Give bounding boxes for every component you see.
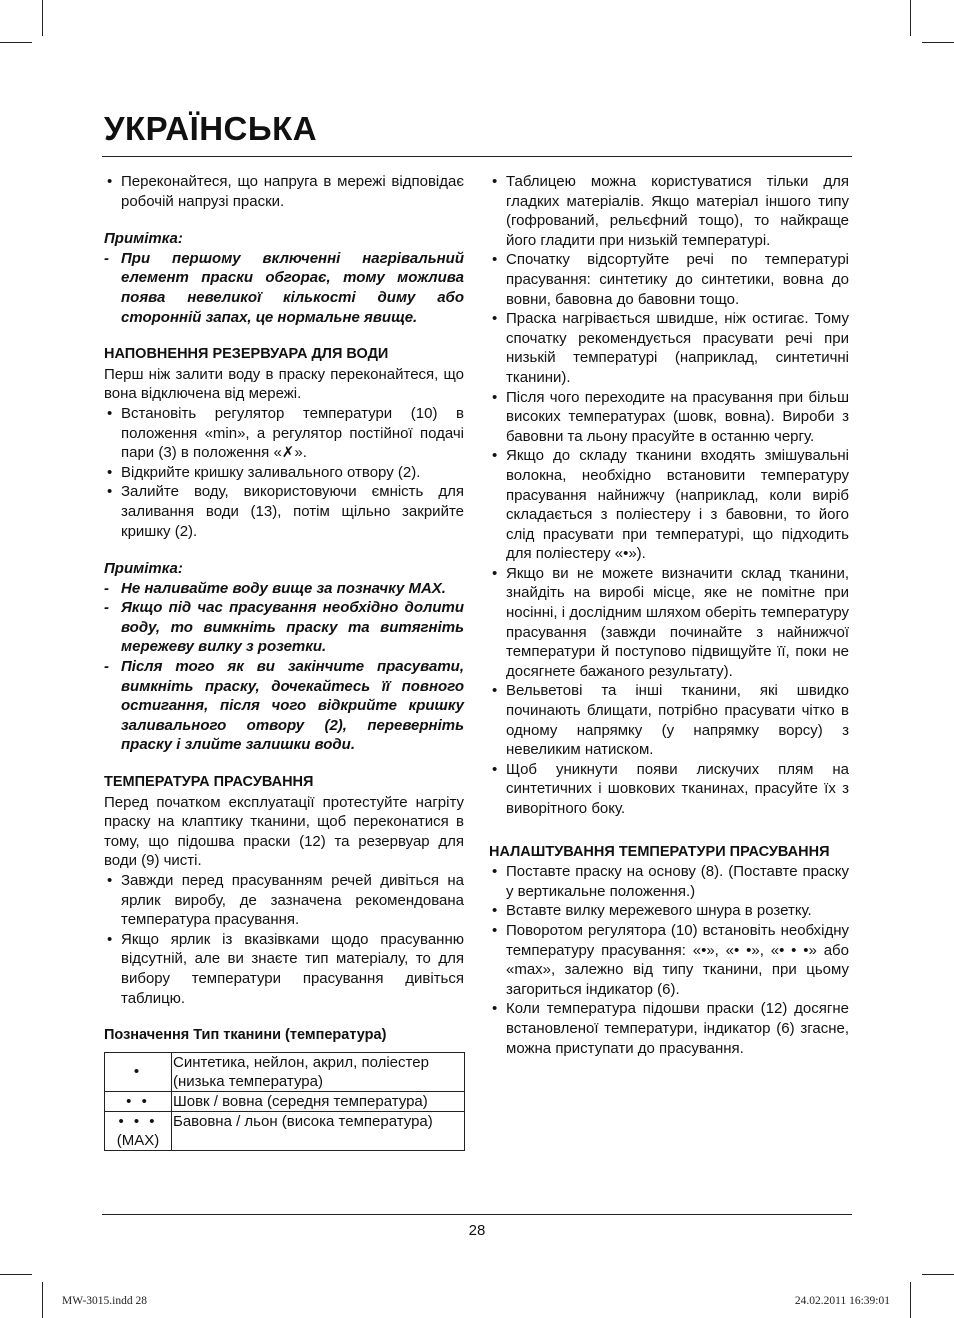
list-item: • Поворотом регулятора (10) встановіть необхідну температуру прасування: «•», «• •», «• • •» або «max», залежно від типу тканини, при цьому загориться індикатор (6).: [489, 921, 849, 999]
list-item: • Встановіть регулятор температури (10) в положення «min», а регулятор постійної подачі пари (3) в положення «✗».: [104, 404, 464, 463]
temperature-list: [104, 871, 464, 1008]
list-item: • Відкрийте кришку заливального отвору (2).: [104, 463, 464, 483]
adjust-list: [489, 862, 849, 1058]
crop-mark: [42, 0, 43, 36]
section-heading-adjust: НАЛАШТУВАННЯ ТЕМПЕРАТУРИ ПРАСУВАННЯ: [489, 843, 830, 860]
section-heading-fill: НАПОВНЕННЯ РЕЗЕРВУАРА ДЛЯ ВОДИ: [104, 346, 389, 363]
crop-mark: [922, 42, 954, 43]
tips-list: [489, 172, 849, 819]
left-column: [104, 172, 464, 1151]
max-label: (MAX): [116, 1131, 160, 1149]
temperature-dots: • •: [126, 1092, 150, 1110]
list-item: • Якщо до складу тканини входять змішувальні волокна, необхідно встановити температуру прасування найнижчу (наприклад, коли виріб складається з поліестеру і з бавовни, то його слід прасувати при температурі, що підходить для поліестеру «•»).: [489, 446, 849, 564]
list-item: • Праска нагрівається швидше, ніж остигає. Тому спочатку рекомендується прасувати речі при низькій температурі (наприклад, синтетичні тканини).: [489, 309, 849, 387]
list-item: • Після чого переходите на прасування при більш високих температурах (шовк, вовна). Вироби з бавовни та льону прасуйте в останню чергу.: [489, 388, 849, 447]
list-item: - Не наливайте воду вище за позначку МАХ.: [104, 579, 464, 599]
crop-mark: [0, 1274, 32, 1275]
list-item: • Завжди перед прасуванням речей дивіться на ярлик виробу, де зазначена рекомендована температура прасування.: [104, 871, 464, 930]
title-divider: [102, 156, 852, 157]
table-row: [105, 1052, 465, 1091]
list-item: - Після того як ви закінчите прасувати, вимкніть праску, дочекайтесь її повного остигання, після чого відкрийте кришку заливального отвору (2), переверніть праску і злийте залишки води.: [104, 657, 464, 755]
note-label: Примітка:: [104, 230, 183, 248]
table-heading: Позначення Тип тканини (температура): [104, 1027, 387, 1044]
note-list: [104, 249, 464, 327]
temperature-dots: • • •: [118, 1112, 158, 1130]
list-item: • Вставте вилку мережевого шнура в розетку.: [489, 901, 849, 921]
list-item: • Поставте праску на основу (8). (Поставте праску у вертикальне положення.): [489, 862, 849, 901]
table-cell-fabric: Шовк / вовна (середня температура): [172, 1091, 465, 1111]
note-label: Примітка:: [104, 560, 183, 578]
list-item: • Коли температура підошви праски (12) досягне встановленої температури, індикатор (6) згасне, можна приступати до прасування.: [489, 999, 849, 1058]
crop-mark: [922, 1274, 954, 1275]
paragraph: Перед початком експлуатації протестуйте нагріту праску на клаптику тканини, щоб переконатися в тому, що підошва праски (12) та резервуар для води (9) чисті.: [104, 793, 464, 870]
table-row: [105, 1111, 465, 1150]
list-item: • Вельветові та інші тканини, які швидко починають блищати, потрібно прасувати чітко в одному напрямку (у напрямку ворсу) з невеликим натиском.: [489, 681, 849, 759]
slug-filename: MW-3015.indd 28: [62, 1295, 147, 1307]
page-number: 28: [468, 1222, 486, 1239]
slug-timestamp: 24.02.2011 16:39:01: [794, 1295, 890, 1307]
temperature-dots: •: [133, 1063, 143, 1081]
fill-list: [104, 404, 464, 541]
table-cell-fabric: Бавовна / льон (висока температура): [172, 1111, 465, 1150]
list-item: • Щоб уникнути появи лискучих плям на синтетичних і шовкових тканинах, прасуйте їх з виворітного боку.: [489, 760, 849, 819]
section-heading-temperature: ТЕМПЕРАТУРА ПРАСУВАННЯ: [104, 774, 314, 791]
table-cell-symbol: [105, 1091, 172, 1111]
list-item: • Залийте воду, використовуючи ємність для заливання води (13), потім щільно закрийте кришку (2).: [104, 482, 464, 541]
paragraph: Перш ніж залити воду в праску переконайтеся, що вона відключена від мережі.: [104, 365, 464, 403]
intro-list: [104, 172, 464, 211]
list-item: • Переконайтеся, що напруга в мережі відповідає робочій напрузі праски.: [104, 172, 464, 211]
table-cell-symbol: [105, 1052, 172, 1091]
table-cell-fabric: Синтетика, нейлон, акрил, поліестер (низька температура): [172, 1052, 465, 1091]
footer-divider: [102, 1214, 852, 1215]
list-item: • Якщо ви не можете визначити склад тканини, знайдіть на виробі місце, яке не помітне при носінні, і дослідним шляхом оберіть температуру прасування (завжди починайте з найнижчої температури й поступово підвищуйте її, поки не досягнете бажаного результату).: [489, 564, 849, 682]
page-title: УКРАЇНСЬКА: [104, 110, 318, 147]
crop-mark: [0, 42, 32, 43]
table-row: [105, 1091, 465, 1111]
list-item: • Спочатку відсортуйте речі по температурі прасування: синтетику до синтетики, вовна до вовни, бавовна до бавовни тощо.: [489, 250, 849, 309]
table-cell-symbol: [105, 1111, 172, 1150]
list-item: • Таблицею можна користуватися тільки для гладких матеріалів. Якщо матеріал іншого типу (гофрований, рельєфний тощо), то найкраще його гладити при низькій температурі.: [489, 172, 849, 250]
crop-mark: [910, 1282, 911, 1318]
crop-mark: [42, 1282, 43, 1318]
list-item: - Якщо під час прасування необхідно долити воду, то вимкніть праску та витягніть мережеву вилку з розетки.: [104, 598, 464, 657]
right-column: [489, 172, 849, 1058]
note-list: [104, 579, 464, 755]
fabric-temperature-table: [104, 1052, 465, 1151]
crop-mark: [910, 0, 911, 36]
list-item: - При першому включенні нагрівальний елемент праски обгорає, тому можлива поява невеликої кількості диму або сторонній запах, це нормальне явище.: [104, 249, 464, 327]
list-item: • Якщо ярлик із вказівками щодо прасуванню відсутній, але ви знаєте тип матеріалу, то для вибору температури прасування дивіться таблицю.: [104, 930, 464, 1008]
